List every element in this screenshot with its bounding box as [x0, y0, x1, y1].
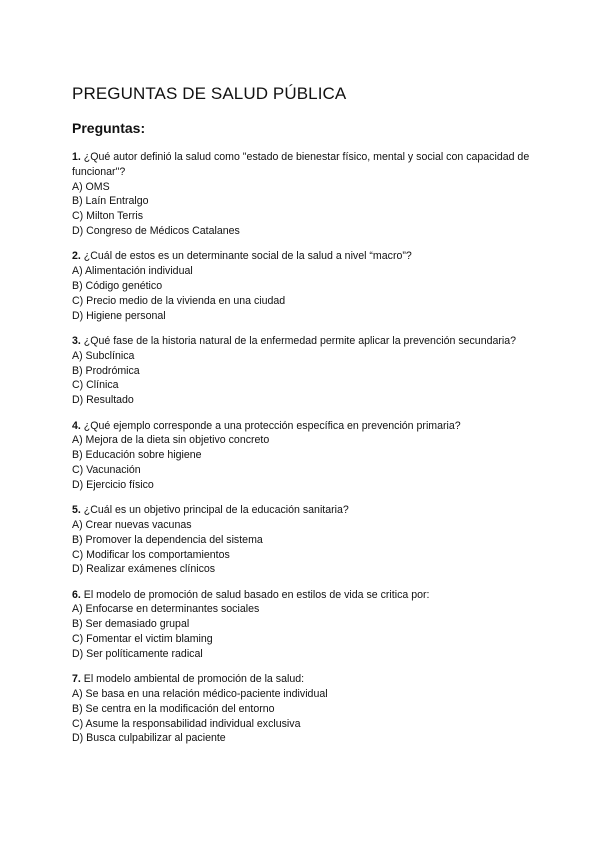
answer-option: A) Crear nuevas vacunas [72, 518, 192, 531]
answer-option: D) Busca culpabilizar al paciente [72, 732, 226, 745]
answer-option: D) Realizar exámenes clínicos [72, 563, 216, 576]
question-7 [72, 672, 542, 746]
answer-option: B) Laín Entralgo [72, 195, 149, 208]
question-text: El modelo de promoción de salud basado en estilos de vida se critica por: [83, 588, 430, 601]
question-number: 4. [72, 419, 81, 432]
question-text: ¿Qué fase de la historia natural de la enfermedad permite aplicar la prevención secundaria? [83, 334, 517, 347]
answer-option: C) Clínica [72, 379, 119, 392]
question-number: 1. [72, 151, 81, 163]
question-4 [72, 419, 542, 493]
answer-option: B) Se centra en la modificación del entorno [72, 702, 275, 715]
question-text: ¿Qué ejemplo corresponde a una protección específica en prevención primaria? [83, 419, 461, 432]
question-2 [72, 249, 542, 323]
section-heading: Preguntas: [72, 120, 146, 136]
question-number: 5. [72, 504, 81, 517]
question-number: 3. [72, 334, 81, 347]
answer-option: C) Precio medio de la vivienda en una ciudad [72, 294, 286, 307]
question-number: 6. [72, 588, 81, 601]
answer-option: D) Higiene personal [72, 309, 166, 322]
answer-option: C) Vacunación [72, 463, 141, 476]
answer-option: B) Prodrómica [72, 364, 140, 377]
question-number: 7. [72, 673, 81, 686]
question-text: El modelo ambiental de promoción de la salud: [83, 673, 305, 686]
answer-option: B) Ser demasiado grupal [72, 618, 190, 631]
answer-option: A) Se basa en una relación médico-paciente individual [72, 688, 328, 701]
answer-option: D) Congreso de Médicos Catalanes [72, 224, 240, 237]
answer-option: A) Enfocarse en determinantes sociales [72, 603, 260, 616]
answer-option: D) Resultado [72, 394, 134, 407]
question-1 [72, 150, 542, 239]
question-3 [72, 334, 542, 408]
question-list [72, 150, 542, 757]
answer-option: B) Promover la dependencia del sistema [72, 533, 263, 546]
answer-option: D) Ejercicio físico [72, 478, 154, 491]
answer-option: C) Fomentar el victim blaming [72, 633, 213, 646]
answer-option: C) Milton Terris [72, 210, 144, 223]
answer-option: A) Alimentación individual [72, 265, 193, 278]
answer-option: C) Modificar los comportamientos [72, 548, 230, 561]
answer-option: A) Mejora de la dieta sin objetivo concreto [72, 434, 270, 447]
question-text: ¿Qué autor definió la salud como "estado de bienestar físico, mental y social con capacidad de funcionar"? [72, 151, 530, 178]
answer-option: A) Subclínica [72, 349, 135, 362]
question-5 [72, 503, 542, 577]
answer-option: A) OMS [72, 180, 110, 193]
question-6 [72, 588, 542, 662]
page-title: PREGUNTAS DE SALUD PÚBLICA [72, 84, 347, 103]
question-text: ¿Cuál es un objetivo principal de la educación sanitaria? [83, 504, 349, 517]
answer-option: C) Asume la responsabilidad individual exclusiva [72, 717, 301, 730]
question-text: ¿Cuál de estos es un determinante social de la salud a nivel “macro”? [83, 250, 412, 263]
question-number: 2. [72, 250, 81, 263]
answer-option: B) Código genético [72, 279, 163, 292]
answer-option: B) Educación sobre higiene [72, 449, 202, 462]
answer-option: D) Ser políticamente radical [72, 647, 203, 660]
